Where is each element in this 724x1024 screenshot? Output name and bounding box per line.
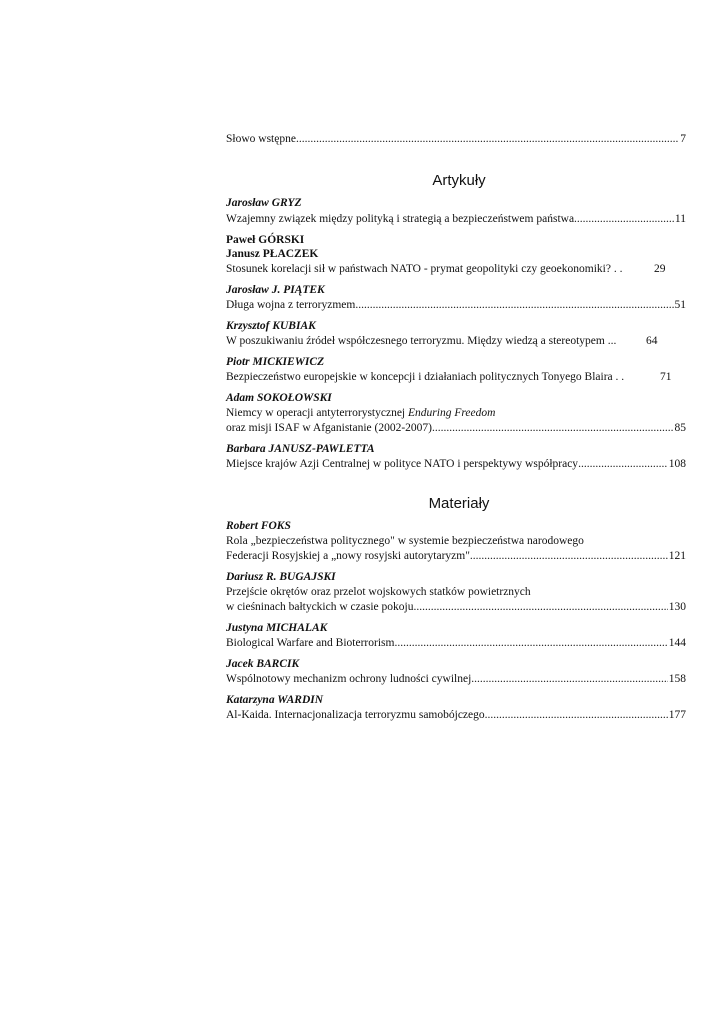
toc-entry-title: Długa wojna z terroryzmem <box>226 299 356 311</box>
toc-entry-title: Stosunek korelacji sił w państwach NATO - prymat geopolityki czy geoekonomiki? . . <box>226 263 623 275</box>
toc-page-number: 158 <box>668 673 686 685</box>
toc-entry[interactable] <box>226 369 686 385</box>
toc-leader-dots <box>578 456 668 472</box>
toc-entry[interactable] <box>226 635 686 651</box>
toc-page-number: 51 <box>674 299 686 311</box>
toc-author: Janusz PŁACZEK <box>226 248 319 260</box>
toc-author: Adam SOKOŁOWSKI <box>226 392 332 404</box>
toc-entry-title: Słowo wstępne <box>226 133 296 145</box>
toc-entry[interactable] <box>226 456 686 472</box>
toc-leader-dots <box>470 548 668 564</box>
toc-entry-title: Wspólnotowy mechanizm ochrony ludności cywilnej <box>226 673 472 685</box>
toc-entry-line[interactable] <box>226 405 686 421</box>
toc-entry-line[interactable] <box>226 533 686 549</box>
toc-leader-dots <box>574 211 674 227</box>
toc-page-number: 29 <box>654 263 666 275</box>
toc-entry-title: Miejsce krajów Azji Centralnej w polityce NATO i perspektywy współpracy <box>226 458 579 470</box>
toc-entry-line[interactable] <box>226 584 686 600</box>
toc-author: Dariusz R. BUGAJSKI <box>226 571 336 583</box>
toc-entry[interactable] <box>226 599 686 615</box>
toc-leader-dots <box>394 635 667 651</box>
toc-entry-title-italic: Enduring Freedom <box>408 407 496 419</box>
toc-entry[interactable] <box>226 671 686 687</box>
toc-entry-intro[interactable] <box>226 131 686 147</box>
toc-author: Piotr MICKIEWICZ <box>226 356 325 368</box>
toc-entry[interactable] <box>226 297 686 313</box>
toc-page-number: 177 <box>668 709 686 721</box>
toc-entry-title: W poszukiwaniu źródeł współczesnego terroryzmu. Między wiedzą a stereotypem ... <box>226 335 617 347</box>
toc-leader-dots <box>355 297 673 313</box>
toc-leader-dots <box>471 671 667 687</box>
toc-entry-title: w cieśninach bałtyckich w czasie pokoju <box>226 601 414 613</box>
toc-entry-title: Biological Warfare and Bioterrorism <box>226 637 395 649</box>
toc-leader-dots <box>485 707 668 723</box>
toc-page-number: 85 <box>674 422 686 434</box>
toc-entry[interactable] <box>226 261 686 277</box>
toc-author: Katarzyna WARDIN <box>226 694 324 706</box>
toc-entry[interactable] <box>226 333 686 349</box>
toc-entry[interactable] <box>226 211 686 227</box>
toc-entry-title: oraz misji ISAF w Afganistanie (2002-2007) <box>226 422 433 434</box>
toc-leader-dots <box>296 131 679 147</box>
toc-author: Jarosław J. PIĄTEK <box>226 284 325 296</box>
toc-page-number: 144 <box>668 637 686 649</box>
toc-author: Justyna MICHALAK <box>226 622 328 634</box>
toc-entry-title: Wzajemny związek między polityką i strategią a bezpieczeństwem państwa <box>226 213 575 225</box>
section-heading-materials: Materiały <box>428 495 490 512</box>
toc-entry-title: Niemcy w operacji antyterrorystycznej <box>226 407 409 419</box>
toc-leader-dots <box>432 420 673 436</box>
toc-leader-dots <box>413 599 667 615</box>
toc-page-number: 130 <box>668 601 686 613</box>
toc-page-number: 121 <box>668 550 686 562</box>
toc-entry[interactable] <box>226 548 686 564</box>
toc-entry[interactable] <box>226 420 686 436</box>
toc-entry[interactable] <box>226 707 686 723</box>
toc-entry-title: Al-Kaida. Internacjonalizacja terroryzmu samobójczego <box>226 709 485 721</box>
section-heading-articles: Artykuły <box>432 172 486 189</box>
toc-entry-title: Rola „bezpieczeństwa politycznego" w systemie bezpieczeństwa narodowego <box>226 535 584 547</box>
toc-author: Jarosław GRYZ <box>226 197 302 209</box>
toc-author: Krzysztof KUBIAK <box>226 320 316 332</box>
toc-page-number: 7 <box>680 133 686 145</box>
toc-page-number: 108 <box>668 458 686 470</box>
toc-author: Jacek BARCIK <box>226 658 300 670</box>
toc-page-number: 71 <box>660 371 672 383</box>
toc-entry-title: Bezpieczeństwo europejskie w koncepcji i działaniach politycznych Tonyego Blaira . . <box>226 371 625 383</box>
toc-author: Barbara JANUSZ-PAWLETTA <box>226 443 375 455</box>
toc-page-number: 11 <box>674 213 686 225</box>
toc-author: Robert FOKS <box>226 520 291 532</box>
toc-entry-title: Federacji Rosyjskiej a „nowy rosyjski autorytaryzm" <box>226 550 470 562</box>
toc-entry-title: Przejście okrętów oraz przelot wojskowych statków powietrznych <box>226 586 531 598</box>
toc-page-number: 64 <box>646 335 658 347</box>
toc-author: Paweł GÓRSKI <box>226 234 305 246</box>
